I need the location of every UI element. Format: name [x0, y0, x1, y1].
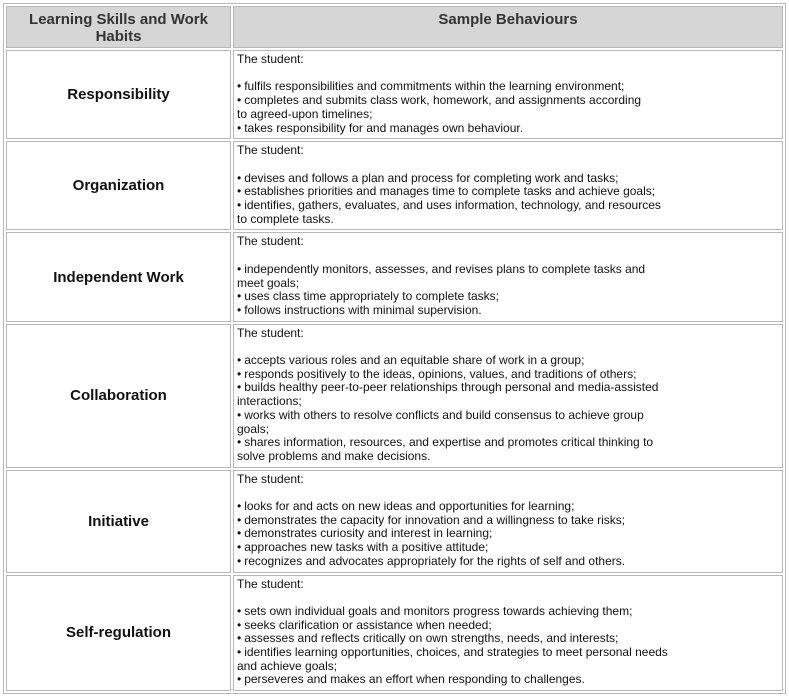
bullet-icon: •: [237, 261, 242, 276]
behaviour-list: [237, 354, 778, 464]
header-row: [6, 6, 783, 48]
table-row: [6, 470, 783, 573]
lead-text: The student:: [237, 325, 304, 340]
bullet-icon: •: [237, 526, 242, 541]
list-item: • builds healthy peer-to-peer relationships through personal and media-assisted interactions;: [237, 380, 659, 409]
list-item: • demonstrates the capacity for innovation and a willingness to take risks;: [237, 512, 626, 527]
list-item: • looks for and acts on new ideas and opportunities for learning;: [237, 499, 575, 514]
header-behaviours: Sample Behaviours: [233, 6, 783, 48]
lead-text: The student:: [237, 143, 304, 158]
skill-name: Collaboration: [6, 324, 231, 468]
list-item: • devises and follows a plan and process for completing work and tasks;: [237, 170, 619, 185]
list-item: • perseveres and makes an effort when responding to challenges.: [237, 672, 585, 687]
list-item: • independently monitors, assesses, and revises plans to complete tasks and meet goals;: [237, 261, 646, 290]
lead-text: The student:: [237, 52, 304, 66]
behaviours-cell: [233, 575, 783, 692]
list-item: • uses class time appropriately to complete tasks;: [237, 289, 499, 304]
bullet-icon: •: [237, 631, 242, 646]
table-row: [6, 232, 783, 321]
bullet-icon: •: [237, 289, 242, 304]
skill-name: Independent Work: [6, 232, 231, 321]
list-item: • identifies, gathers, evaluates, and uses information, technology, and resources to complete tasks.: [237, 198, 661, 226]
behaviours-cell: [233, 470, 783, 573]
skill-name: Initiative: [6, 470, 231, 573]
bullet-icon: •: [237, 603, 242, 618]
bullet-icon: •: [237, 540, 242, 555]
bullet-icon: •: [237, 93, 242, 108]
behaviour-list: [237, 172, 778, 227]
list-item: • responds positively to the ideas, opinions, values, and traditions of others;: [237, 366, 637, 381]
list-item: • identifies learning opportunities, choices, and strategies to meet personal needs and achieve goals;: [237, 645, 668, 673]
behaviours-cell: [233, 141, 783, 230]
table-row: [6, 575, 783, 692]
bullet-icon: •: [237, 645, 242, 660]
list-item: • shares information, resources, and expertise and promotes critical thinking to solve problems and make decisions.: [237, 435, 654, 463]
bullet-icon: •: [237, 512, 242, 527]
bullet-icon: •: [237, 120, 242, 135]
behaviour-list: [237, 80, 778, 135]
list-item: • follows instructions with minimal supervision.: [237, 302, 482, 317]
skill-name: Responsibility: [6, 50, 231, 139]
behaviour-list: [237, 605, 778, 687]
behaviour-list: [237, 263, 778, 318]
list-item: • seeks clarification or assistance when needed;: [237, 617, 492, 632]
list-item: • works with others to resolve conflicts and build consensus to achieve group goals;: [237, 407, 644, 436]
skill-name: Self-regulation: [6, 575, 231, 692]
bullet-icon: •: [237, 407, 242, 422]
list-item: • recognizes and advocates appropriately for the rights of self and others.: [237, 553, 626, 568]
lead-text: The student:: [237, 234, 304, 249]
bullet-icon: •: [237, 672, 242, 687]
list-item: • accepts various roles and an equitable share of work in a group;: [237, 353, 585, 367]
bullet-icon: •: [237, 617, 242, 632]
bullet-icon: •: [237, 499, 242, 514]
list-item: • establishes priorities and manages time to complete tasks and achieve goals;: [237, 184, 656, 199]
list-item: • demonstrates curiosity and interest in learning;: [237, 526, 493, 541]
bullet-icon: •: [237, 184, 242, 199]
behaviours-cell: [233, 232, 783, 321]
bullet-icon: •: [237, 302, 242, 317]
list-item: • assesses and reflects critically on own strengths, needs, and interests;: [237, 631, 619, 646]
list-item: • completes and submits class work, homework, and assignments according to agreed-upon timelines;: [237, 93, 642, 121]
header-skills: Learning Skills and Work Habits: [6, 6, 231, 48]
table-row: [6, 141, 783, 230]
lead-text: The student:: [237, 576, 304, 591]
table-row: [6, 50, 783, 139]
list-item: • takes responsibility for and manages own behaviour.: [237, 120, 524, 135]
bullet-icon: •: [237, 366, 242, 381]
list-item: • approaches new tasks with a positive attitude;: [237, 540, 489, 555]
list-item: • fulfils responsibilities and commitments within the learning environment;: [237, 79, 625, 94]
list-item: • sets own individual goals and monitors progress towards achieving them;: [237, 603, 633, 618]
behaviour-list: [237, 500, 778, 569]
skill-name: Organization: [6, 141, 231, 230]
bullet-icon: •: [237, 170, 242, 185]
behaviours-cell: [233, 324, 783, 468]
lead-text: The student:: [237, 471, 304, 486]
bullet-icon: •: [237, 435, 242, 450]
bullet-icon: •: [237, 353, 242, 367]
learning-skills-table: [3, 3, 786, 694]
bullet-icon: •: [237, 380, 242, 395]
table-row: [6, 324, 783, 468]
behaviours-cell: [233, 50, 783, 139]
bullet-icon: •: [237, 79, 242, 94]
bullet-icon: •: [237, 198, 242, 212]
bullet-icon: •: [237, 553, 242, 568]
